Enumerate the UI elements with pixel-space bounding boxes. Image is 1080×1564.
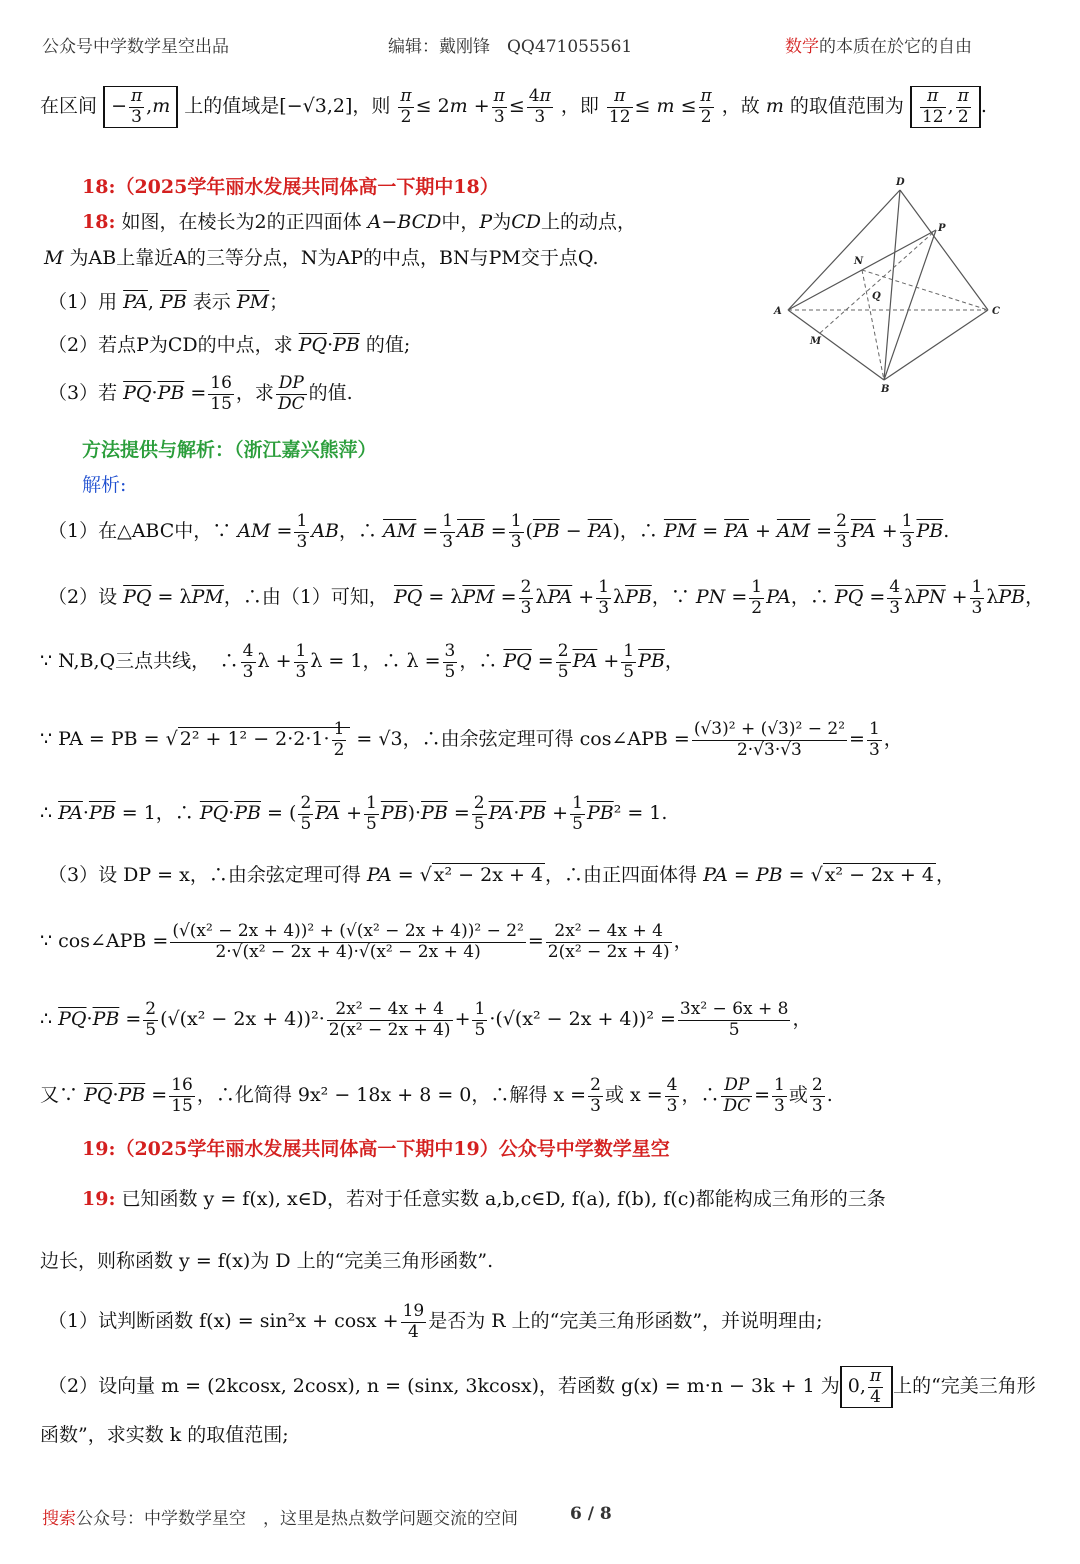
label-Q: Q (872, 291, 881, 302)
sol-step-6: （3）设 DP = x，∴由余弦定理可得 PA = √ x² − 2x + 4 ，∴由正四面体得 PA = PB = √ x² − 2x + 4 ， (48, 864, 955, 886)
text: 已知函数 y = f(x), x∈D，若对于任意实数 a,b,c∈D, f(a), f(b), f(c)都能构成三角形的三条 (121, 1188, 886, 1210)
text: 中， (441, 211, 480, 233)
q18-part-2: （2）若点P为CD的中点，求 $\overline{PQ}\cdot\overline{PB}$ 的值; (48, 334, 411, 356)
footer-text (42, 1504, 518, 1529)
text: （1）试判断函数 f(x) = sin²x + cosx + (48, 1310, 399, 1333)
sol-step-7: ∵ cos∠APB = $\frac{\text{(√(x² − 2x + 4))² + (√(x² − 2x + 4))² − 2²}}{\text{2·√(x² − 2x + 4)·√(x² − 2x + 4)}}$ = $\frac{\text{2x² − 4x + 4}}{\text{2(x² − 2x + 4)}}$ ， (40, 921, 693, 962)
method-credit: 方法提供与解析：（浙江嘉兴熊萍） (82, 439, 377, 461)
text: （1）在△ABC中，∵ (48, 520, 232, 543)
text: （2）设 (48, 586, 118, 609)
text: （3）设 DP = x，∴由余弦定理可得 (48, 864, 361, 886)
text: ，∴由正四面体得 (545, 864, 698, 886)
label-C: C (992, 306, 1000, 317)
text: ，求 (235, 382, 274, 405)
text: 的值; (365, 334, 411, 356)
text: 是否为 R 上的“完美三角形函数”，并说明理由; (428, 1310, 823, 1333)
header-center: 编辑：戴刚锋 QQ471055561 (388, 37, 633, 57)
interval-bracket: − $\frac{\pi}{3}$ ,m (103, 86, 178, 128)
q19-part-2: （2）设向量 m = (2kcosx, 2cosx), n = (sinx, 3kcosx)，若函数 g(x) = m·n − 3k + 1 为 0, $\frac{\pi}{4}$ 上的“完美三角形 (48, 1366, 1036, 1407)
edge-BC (884, 310, 988, 380)
footer-rest: 公众号：中学数学星空 ，这里是热点数学问题交流的空间 (76, 1509, 518, 1529)
label-B: B (881, 384, 890, 395)
sol-step-9: 又∵ $\overline{PQ}\cdot\overline{PB}$ = $\frac{16}{15}$ ，∴化简得 9x² − 18x + 8 = 0，∴解得 x = $\frac{2}{3}$ 或 x = $\frac{4}{3}$ ，∴ $\frac{DP}{DC}$ = $\frac{1}{3}$ 或 $\frac{2}{3}$ . (40, 1075, 833, 1116)
sol-step-2: （2）设 $\overline{PQ} = \lambda\overline{PM}$，∴由（1）可知， $\overline{PQ} = \lambda\overline{PM}$ = $\frac{2}{3}$ $\lambda\overline{PA}$ + $\frac{1}{3}$ $\lambda\overline{PB}$，∵ PN = $\frac{1}{2}$ PA，∴ $\overline{PQ}$ = $\frac{4}{3}$ $\lambda\overline{PN}$ + $\frac{1}{3}$ $\lambda\overline{PB}$， (48, 577, 1045, 618)
sol-step-1: （1）在△ABC中，∵ AM = $\frac{1}{3}$ AB，∴ $\overline{AM}$ = $\frac{1}{3}$ $\overline{AB}$ = $\frac{1}{3}$ $(\overline{PB} - \overline{PA})$，∴ $\overline{PM} = \overline{PA} + \overline{AM}$ = $\frac{2}{3}$ $\overline{PA}$ + $\frac{1}{3}$ $\overline{PB}$. (48, 511, 950, 552)
text: ∵ N,B,Q三点共线， (40, 650, 201, 673)
text: ，∴化简得 9x² − 18x + 8 = 0，∴解得 x = (196, 1084, 587, 1107)
text: ，∴由余弦定理可得 cos∠APB = (402, 728, 690, 751)
edge-DB (884, 190, 900, 380)
text: ∵ PA = PB = (40, 728, 160, 751)
segment-NC (862, 270, 988, 310)
q19-part-1: （1）试判断函数 f(x) = sin²x + cosx + $\frac{19}{4}$ 是否为 R 上的“完美三角形函数”，并说明理由; (48, 1301, 823, 1342)
q18-stem-2: M 为AB上靠近A的三等分点，N为AP的中点，BN与PM交于点Q. (44, 247, 599, 269)
edge-DA (788, 190, 900, 310)
label-P: P (938, 223, 946, 234)
header-right-red: 数学 (785, 37, 819, 57)
text: 为 (492, 211, 512, 233)
edge-AB (788, 310, 884, 380)
sol-step-5: ∴ $\overline{PA}\cdot\overline{PB} = 1$，∴ $\overline{PQ}\cdot\overline{PB}$ = ( $\frac{2}{5}$ $\overline{PA}$ + $\frac{1}{5}$ $\overline{PB})\cdot\overline{PB}$ = $\frac{2}{5}$ $\overline{PA}\cdot\overline{PB}$ + $\frac{1}{5}$ $\overline{PB}^2 = 1$. (40, 793, 668, 834)
header-right-rest: 的本质在於它的自由 (819, 37, 972, 57)
text: ∴ (40, 1008, 53, 1031)
text: ，∴由（1）可知， (223, 586, 388, 609)
q19-title: 19:（2025学年丽水发展共同体高一下期中19）公众号中学数学星空 (82, 1138, 670, 1160)
text: 如图，在棱长为2的正四面体 (121, 211, 362, 233)
label-M: M (810, 336, 822, 347)
text: （2）若点P为CD的中点，求 (48, 334, 293, 356)
intro-line: 在区间 − $\frac{\pi}{3}$ ,m 上的值域是[−√3,2]，则 $\frac{\pi}{2}$ ≤ 2m + $\frac{\pi}{3}$ ≤ $\frac{4\pi}{3}$ ，即 $\frac{\pi}{12}$ ≤ m ≤ $\frac{\pi}{2}$ ，故 m 的取值范围为 $\frac{\pi}{12}$ , $\frac{\pi}{2}$ . (40, 86, 987, 127)
q18-stem-1: 18: 如图，在棱长为2的正四面体 A−BCD中，P为CD上的动点， (82, 211, 637, 233)
text: ，即 (560, 95, 599, 118)
q19-stem-2: 边长，则称函数 y = f(x)为 D 上的“完美三角形函数”. (40, 1250, 494, 1272)
text: 上的值域是[−√3,2]，则 (184, 95, 391, 118)
text: 表示 (192, 291, 231, 313)
edge-DC (900, 190, 988, 310)
solution-label: 解析: (82, 474, 127, 496)
q18-title: 18:（2025学年丽水发展共同体高一下期中18） (82, 176, 499, 198)
text: 在区间 (40, 95, 98, 118)
tetrahedron-figure (760, 168, 1010, 400)
q18-num: 18: (82, 211, 116, 233)
q18-part-3: （3）若 $\overline{PQ}\cdot\overline{PB}$ = $\frac{16}{15}$ ，求 $\frac{DP}{DC}$ 的值. (48, 373, 353, 414)
sol-step-4: ∵ PA = PB = √ 2² + 1² − 2·2·1· $\frac{1}{2}$ = √3，∴由余弦定理可得 cos∠APB = $\frac{\text{(√3)² + (√3)² − 2²}}{2\cdot√3\cdot√3}$ = $\frac{1}{3}$ ， (40, 719, 903, 760)
text: 上的动点， (541, 211, 637, 233)
label-A: A (774, 306, 782, 317)
text: （3）若 (48, 382, 118, 405)
sol-step-8: ∴ $\overline{PQ}\cdot\overline{PB}$ = $\frac{2}{5}$ (√(x² − 2x + 4))²· $\frac{\text{2x² − 4x + 4}}{\text{2(x² − 2x + 4)}}$ + $\frac{1}{5}$ ·(√(x² − 2x + 4))² = $\frac{\text{3x² − 6x + 8}}{5}$ ， (40, 999, 812, 1040)
header-left: 公众号中学数学星空出品 (42, 37, 229, 57)
text: ，故 (721, 95, 760, 118)
header-right (785, 32, 972, 57)
text: （2）设向量 m = (2kcosx, 2cosx), n = (sinx, 3kcosx)，若函数 g(x) = m·n − 3k + 1 为 (48, 1375, 840, 1398)
text: ∵ cos∠APB = (40, 930, 169, 953)
text: ∴ (40, 802, 53, 825)
label-N: N (854, 256, 864, 267)
text: （1）用 (48, 291, 118, 313)
label-D: D (896, 177, 905, 188)
text: 或 (788, 1084, 808, 1107)
q19-num: 19: (82, 1188, 116, 1210)
text: 为AB上靠近A的三等分点，N为AP的中点，BN与PM交于点Q. (69, 247, 599, 269)
text: 的值. (308, 382, 353, 405)
q18-part-1: （1）用 $\overline{PA}$, $\overline{PB}$ 表示 $\overline{PM}$； (48, 291, 289, 313)
q19-stem-1 (82, 1188, 1040, 1211)
text: 或 x = (604, 1084, 663, 1107)
footer-red: 搜索 (42, 1509, 76, 1529)
text: 的取值范围为 (789, 95, 904, 118)
page-number: 6 / 8 (570, 1504, 612, 1524)
frac: $\frac{\pi}{2}$ (400, 86, 412, 127)
sol-step-3: ∵ N,B,Q三点共线， ∴ $\frac{4}{3}$ λ + $\frac{1}{3}$ λ = 1，∴ λ = $\frac{3}{5}$ ，∴ $\overline{PQ}$ = $\frac{2}{5}$ $\overline{PA}$ + $\frac{1}{5}$ $\overline{PB}$， (40, 641, 684, 682)
q19-part-2-cont: 函数”，求实数 k 的取值范围; (40, 1424, 289, 1446)
text: 又∵ (40, 1084, 79, 1107)
text: 上的“完美三角形 (893, 1375, 1036, 1398)
